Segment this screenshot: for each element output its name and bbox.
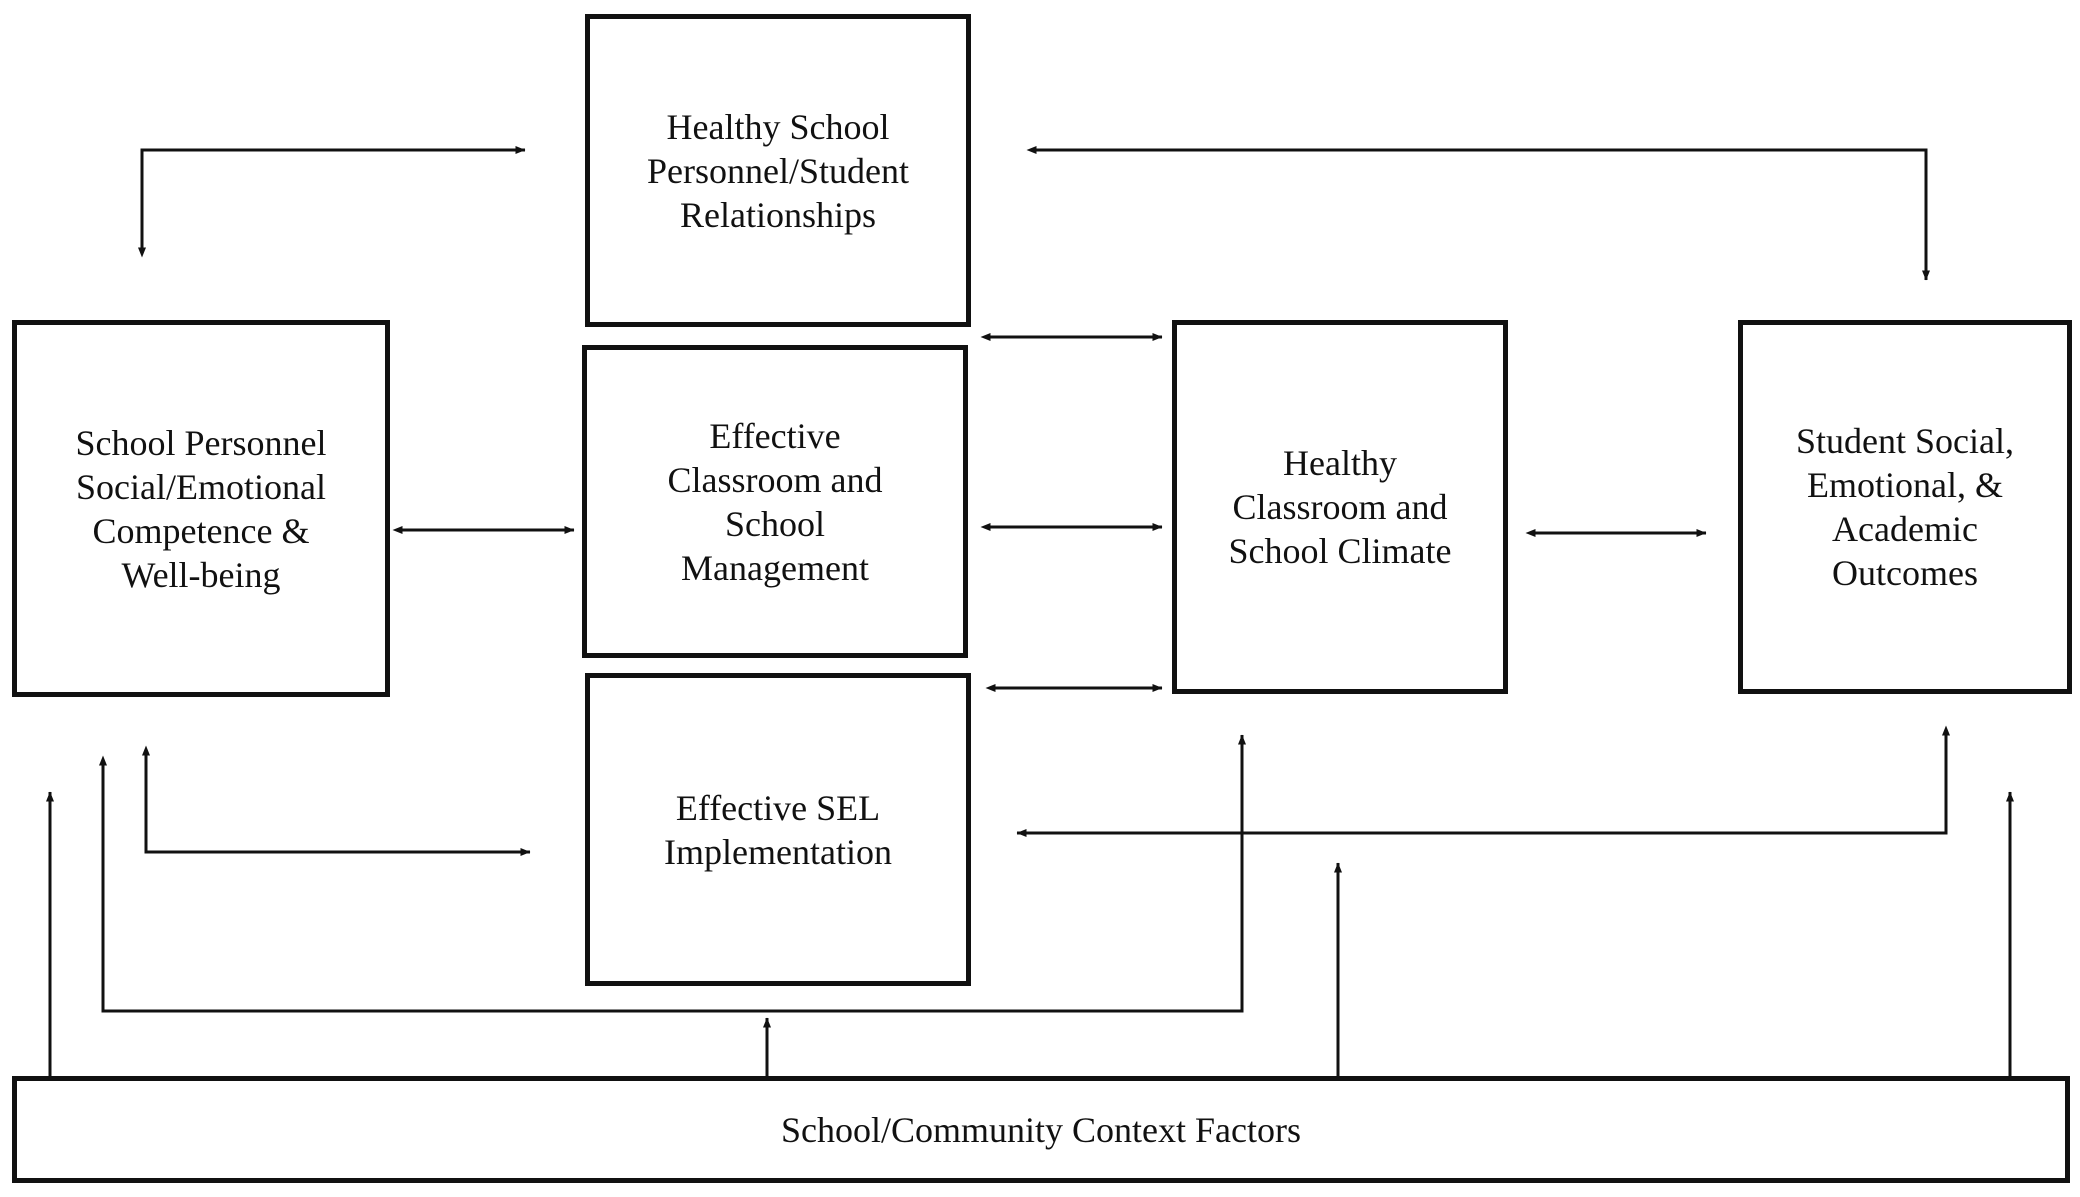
climate-box (1172, 320, 1508, 694)
personnel-label (76, 421, 327, 597)
relationships-line-2: Personnel/Student (647, 150, 909, 191)
relationships-line-3: Relationships (679, 194, 876, 235)
climate-line-3: School Climate (1228, 531, 1452, 571)
context-factors-box (12, 1076, 2070, 1183)
context-line-1: School/Community Context Factors (781, 1109, 1301, 1150)
arrow-personnel-relationships (142, 150, 525, 248)
personnel-line-1: School Personnel (75, 422, 327, 463)
arrow-relationships-outcomes (1036, 150, 1926, 280)
climate-label (1229, 441, 1452, 573)
arrow-outcomes-sel (1017, 735, 1946, 833)
relationships-box (585, 14, 971, 327)
outcomes-line-1: Student Social, (1796, 421, 2014, 461)
context-label (781, 1108, 1301, 1152)
management-box (582, 345, 968, 658)
climate-line-2: Classroom and (1232, 487, 1448, 527)
personnel-line-2: Social/Emotional (76, 466, 326, 507)
outcomes-line-3: Academic (1832, 509, 1978, 549)
personnel-line-4: Well-being (121, 554, 281, 595)
management-line-3: School (724, 503, 825, 544)
sel-label (664, 786, 892, 874)
outcomes-label (1796, 419, 2014, 595)
student-outcomes-box (1738, 320, 2072, 694)
outcomes-line-4: Outcomes (1832, 553, 1978, 593)
relationships-line-1: Healthy School (666, 106, 890, 147)
arrow-personnel-sel (146, 755, 530, 852)
sel-line-2: Implementation (664, 831, 892, 872)
sel-implementation-box (585, 673, 971, 986)
sel-line-1: Effective SEL (675, 787, 881, 828)
management-line-1: Effective (709, 415, 841, 456)
management-line-2: Classroom and (667, 459, 883, 500)
management-line-4: Management (681, 547, 869, 588)
outcomes-line-2: Emotional, & (1807, 465, 2003, 505)
personnel-competence-box (12, 320, 390, 697)
climate-line-1: Healthy (1283, 443, 1397, 483)
personnel-line-3: Competence & (92, 510, 310, 551)
management-label (668, 414, 883, 590)
relationships-label (647, 105, 909, 237)
